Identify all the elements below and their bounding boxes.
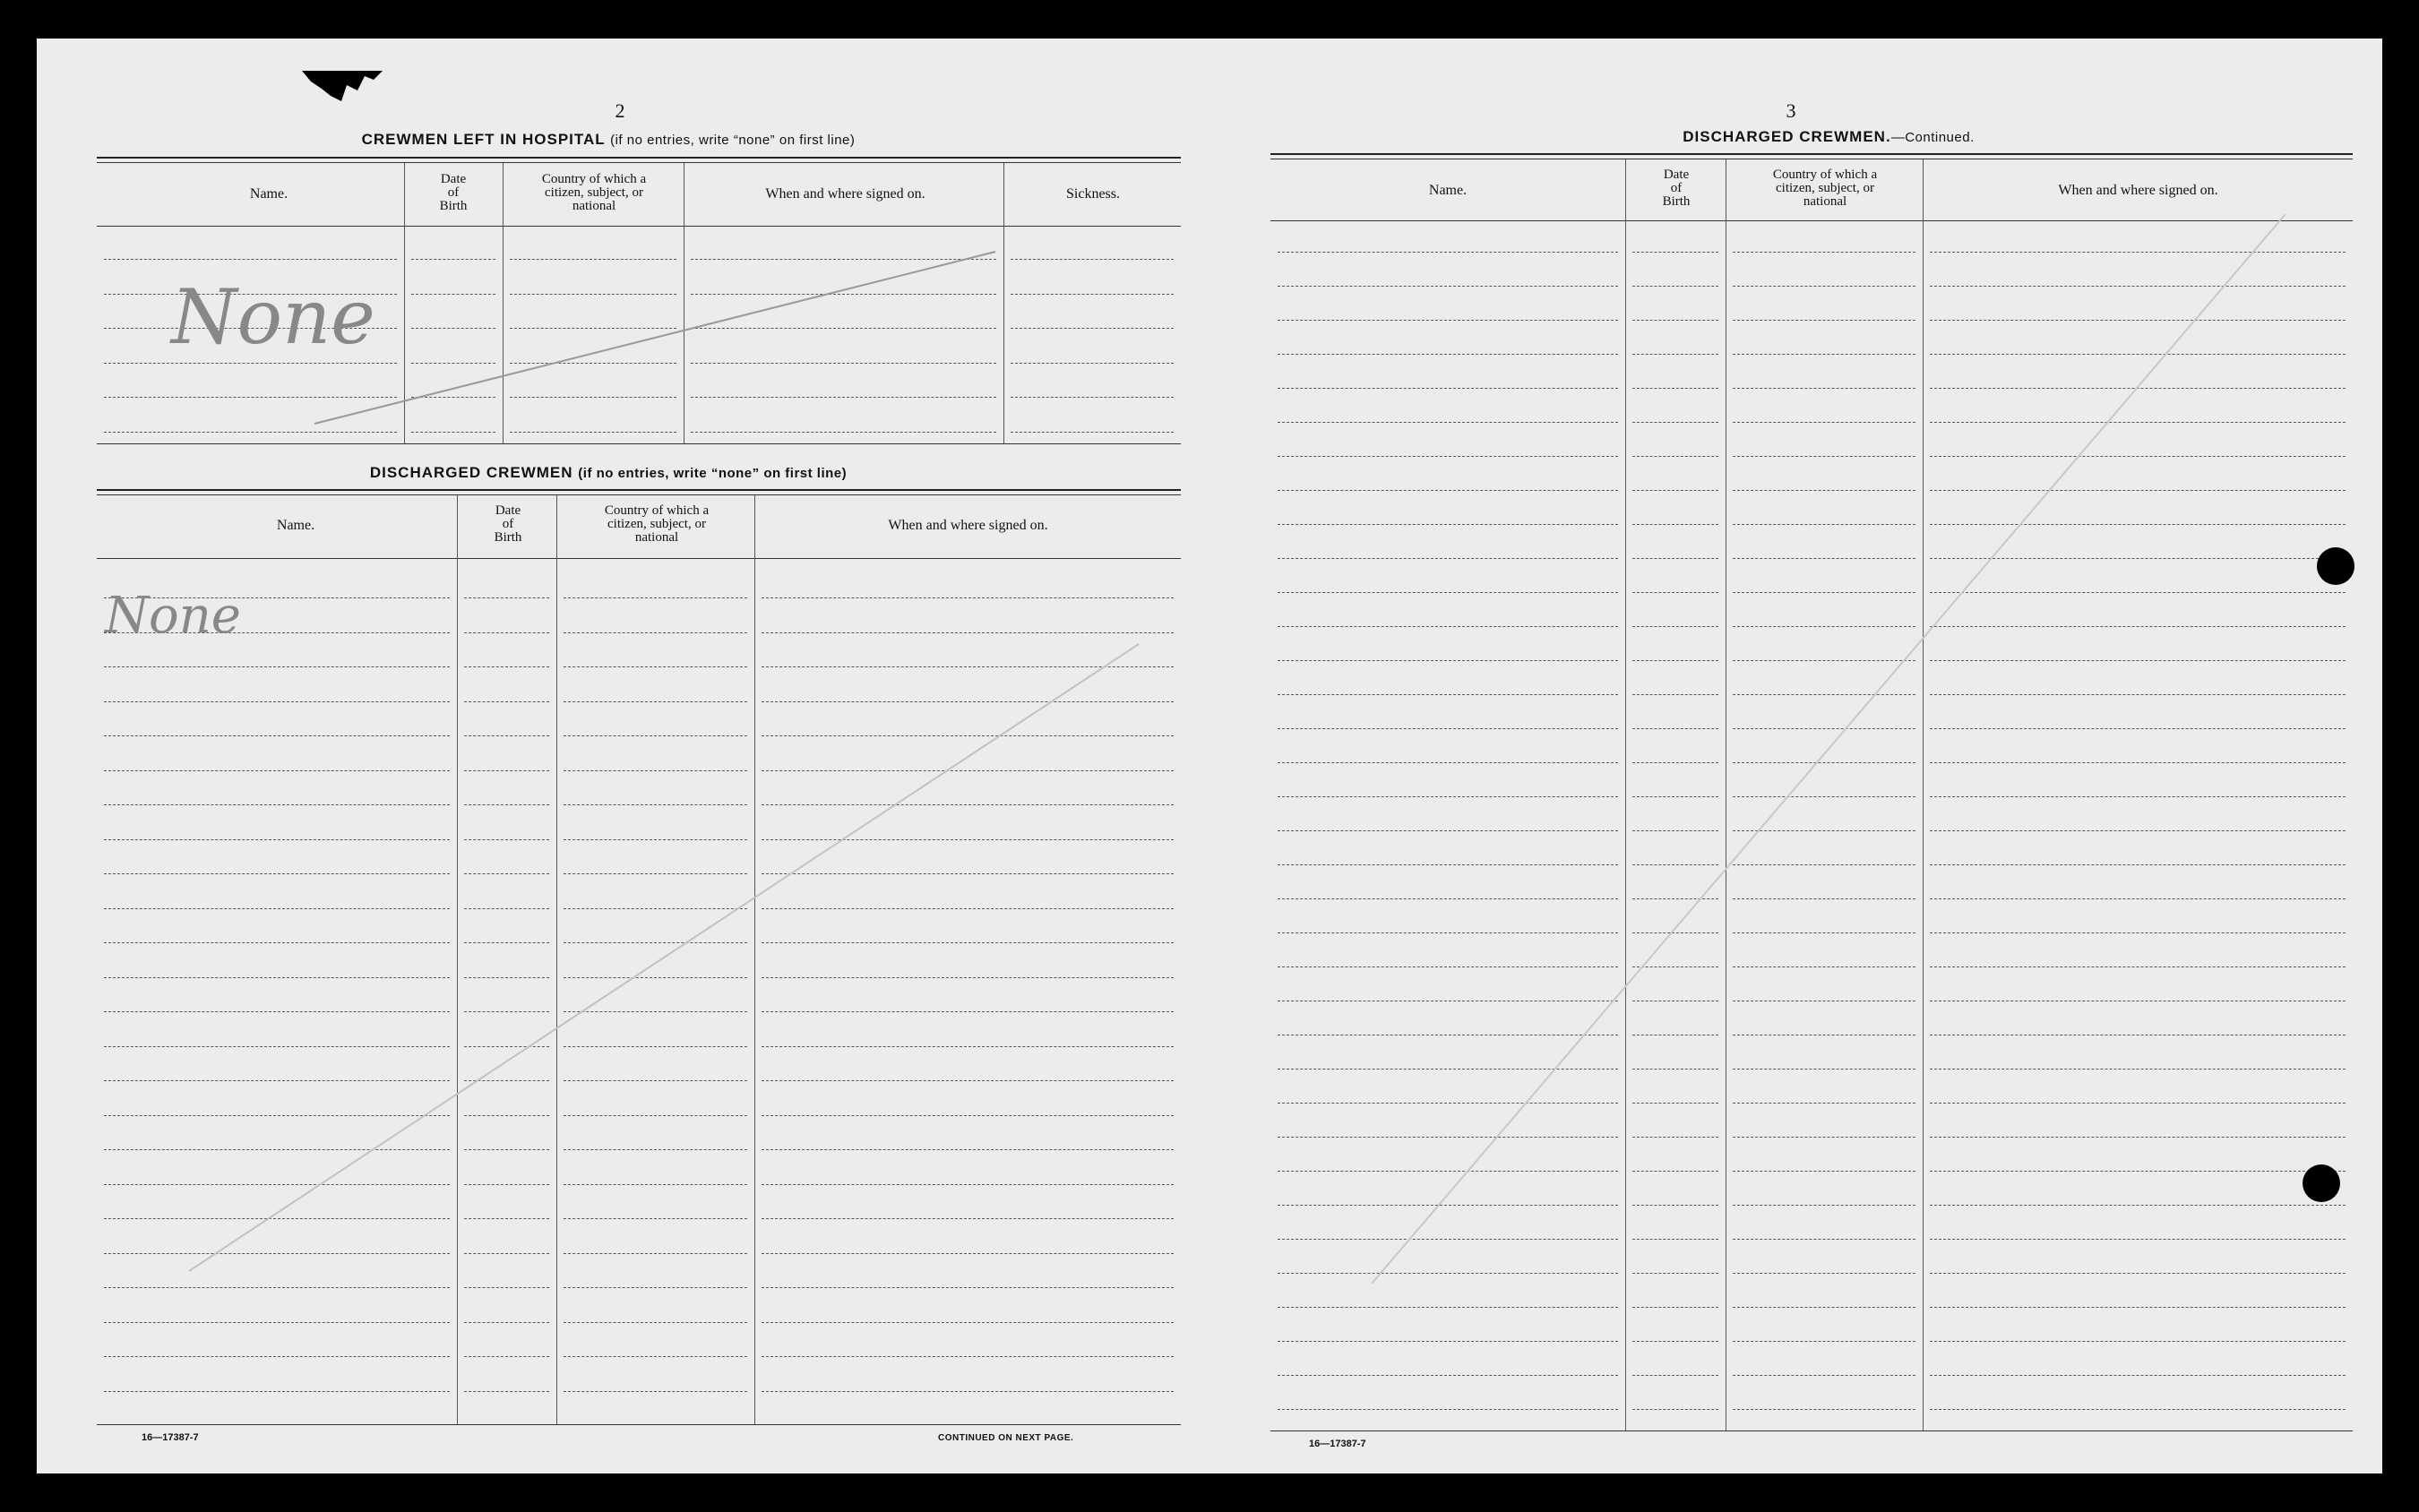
page-number-left: 2 xyxy=(615,99,625,122)
discharged-col-name: Name. xyxy=(276,518,315,533)
hospital-col-sickness: Sickness. xyxy=(1066,186,1120,202)
right-col-name: Name. xyxy=(1428,183,1468,198)
hospital-title-main: CREWMEN LEFT IN HOSPITAL xyxy=(361,131,606,148)
dob-line-2: of xyxy=(447,185,460,200)
dob-line-3: Birth xyxy=(494,530,522,545)
continued-note: CONTINUED ON NEXT PAGE. xyxy=(938,1433,1074,1443)
hospital-col-signed: When and where signed on. xyxy=(765,186,925,202)
country-line-3: national xyxy=(572,199,616,213)
discharged-col-signed: When and where signed on. xyxy=(888,518,1048,533)
dob-line-2: of xyxy=(1670,181,1683,195)
right-col-signed: When and where signed on. xyxy=(2058,183,2218,198)
discharged-handwritten-entry: None xyxy=(105,587,241,645)
right-title-sub: —Continued. xyxy=(1890,130,1975,145)
pencil-cancel-strokes xyxy=(37,39,2382,1473)
form-number-right: 16—17387-7 xyxy=(1309,1439,1366,1449)
discharged-title-main: DISCHARGED CREWMEN xyxy=(369,464,573,481)
dob-line-1: Date xyxy=(1663,168,1690,182)
dob-line-1: Date xyxy=(495,503,521,518)
right-title-main: DISCHARGED CREWMEN. xyxy=(1683,128,1891,145)
form-number-left: 16—17387-7 xyxy=(142,1432,199,1443)
country-line-1: Country of which a xyxy=(604,503,710,518)
country-line-3: national xyxy=(1803,194,1847,209)
country-line-1: Country of which a xyxy=(1772,168,1878,182)
document-sheet xyxy=(37,39,2382,1473)
country-line-3: national xyxy=(634,530,679,545)
country-line-1: Country of which a xyxy=(541,172,647,186)
country-line-2: citizen, subject, or xyxy=(1776,181,1874,195)
dob-line-3: Birth xyxy=(439,199,468,213)
hospital-handwritten-entry: None xyxy=(171,273,375,361)
dob-line-1: Date xyxy=(440,172,467,186)
dob-line-2: of xyxy=(502,517,514,531)
discharged-title-sub: (if no entries, write “none” on first line) xyxy=(578,466,848,481)
country-line-2: citizen, subject, or xyxy=(545,185,643,200)
page-number-right: 3 xyxy=(1786,99,1796,122)
dob-line-3: Birth xyxy=(1662,194,1691,209)
country-line-2: citizen, subject, or xyxy=(607,517,706,531)
hospital-col-name: Name. xyxy=(249,186,288,202)
hospital-title-sub: (if no entries, write “none” on first line) xyxy=(610,133,856,148)
